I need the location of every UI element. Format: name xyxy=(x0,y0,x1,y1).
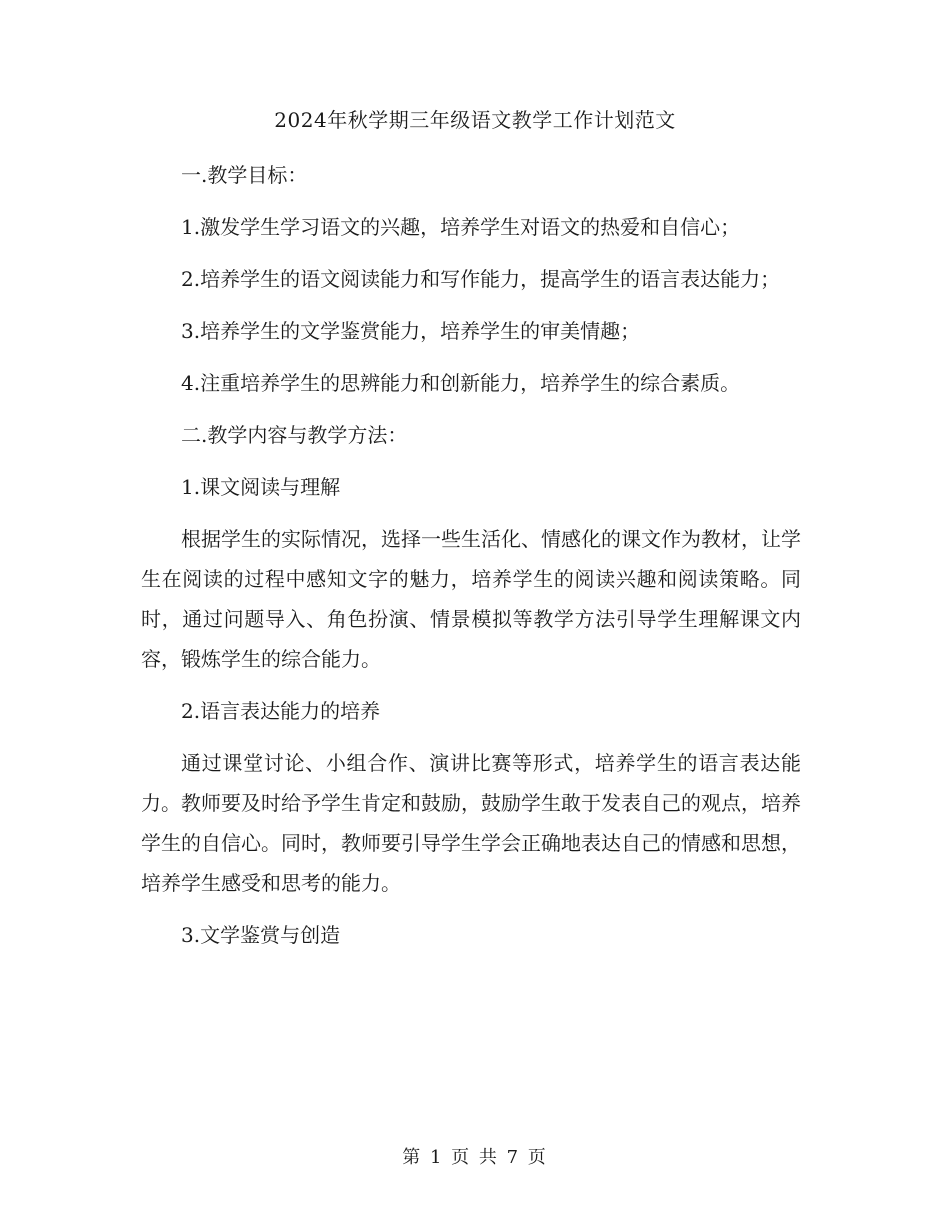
goal-item-1: 1.激发学生学习语文的兴趣，培养学生对语文的热爱和自信心； xyxy=(181,215,741,239)
section-heading-teaching-goals: 一.教学目标： xyxy=(181,163,308,187)
section-heading-content-methods: 二.教学内容与教学方法： xyxy=(181,423,408,447)
subheading-text-reading: 1.课文阅读与理解 xyxy=(181,475,341,499)
goal-item-2: 2.培养学生的语文阅读能力和写作能力，提高学生的语言表达能力； xyxy=(181,267,781,291)
subheading-language-expression: 2.语言表达能力的培养 xyxy=(181,699,381,723)
goal-item-3: 3.培养学生的文学鉴赏能力，培养学生的审美情趣； xyxy=(181,319,641,343)
goal-item-4: 4.注重培养学生的思辨能力和创新能力，培养学生的综合素质。 xyxy=(181,371,741,395)
document-title: 2024年秋学期三年级语文教学工作计划范文 xyxy=(274,108,676,132)
page-number-footer: 第 1 页 共 7 页 xyxy=(402,1147,548,1168)
paragraph-text-reading: 根据学生的实际情况，选择一些生活化、情感化的课文作为教材，让学生在阅读的过程中感知文字的魅力，培养学生的阅读兴趣和阅读策略。同时，通过问题导入、角色扮演、情景模拟等教学方法引导学生理解课文内容，锻炼学生的综合能力。 xyxy=(141,527,801,671)
paragraph-language-expression: 通过课堂讨论、小组合作、演讲比赛等形式，培养学生的语言表达能力。教师要及时给予学生肯定和鼓励，鼓励学生敢于发表自己的观点，培养学生的自信心。同时，教师要引导学生学会正确地表达自己的情感和思想，培养学生感受和思考的能力。 xyxy=(141,751,801,895)
subheading-literary-appreciation: 3.文学鉴赏与创造 xyxy=(181,923,341,947)
document-body xyxy=(141,155,801,967)
